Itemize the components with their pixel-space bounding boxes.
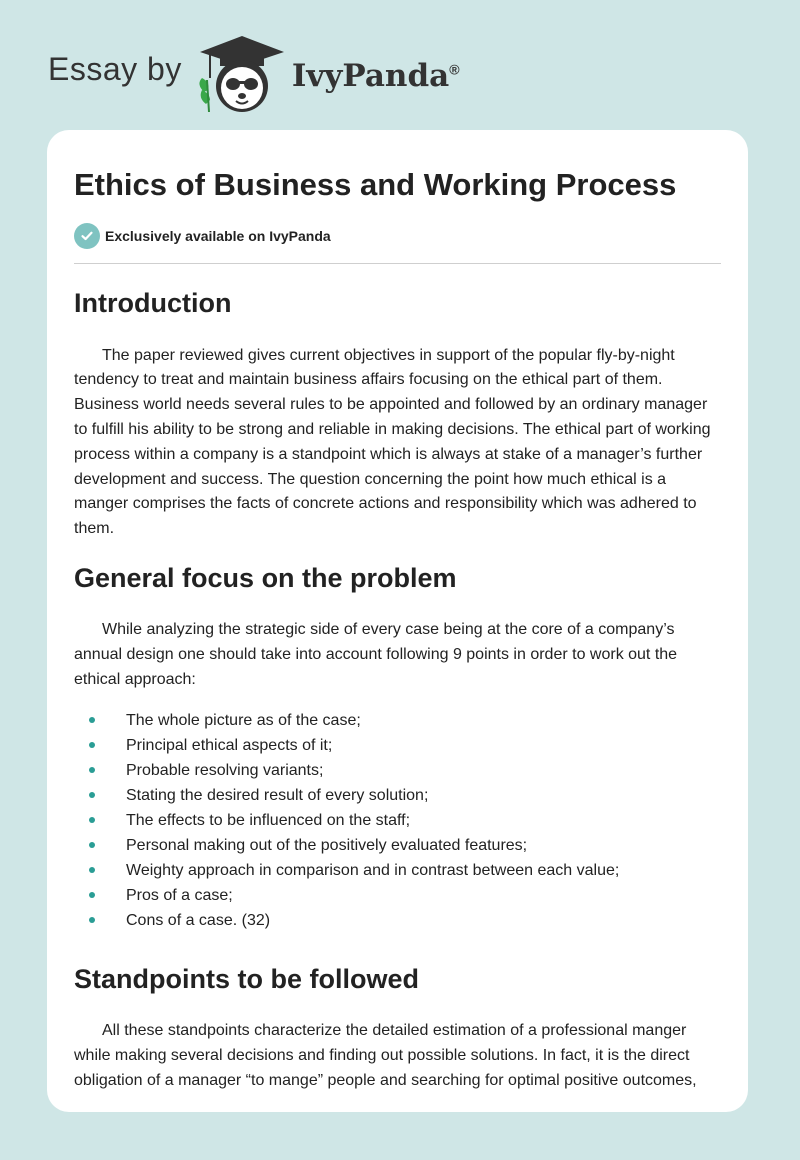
bullet-icon: [89, 892, 95, 898]
list-item: Stating the desired result of every solution;: [74, 783, 721, 808]
list-item: Probable resolving variants;: [74, 758, 721, 783]
section-introduction: [74, 287, 721, 542]
list-item: The effects to be influenced on the staff;: [74, 808, 721, 833]
section-paragraph: The paper reviewed gives current objectives in support of the popular fly-by-night tendency to treat and maintain business affairs focusing on the ethical part of them. Business world needs several rules to be appointed and followed by an ordinary manager to fulfill his ability to be strong and reliable in making decisions. The ethical part of working process within a company is a standpoint which is always at stake of a manager’s further development and success. The question concerning the point how much ethical is a manger comprises the facts of concrete actions and responsibility which was adhered to them.: [74, 346, 711, 538]
panda-logo-icon: [196, 34, 288, 114]
brand-name: IvyPanda®: [291, 58, 460, 94]
exclusive-badge: [74, 223, 721, 249]
section-general-focus: [74, 562, 721, 933]
bullet-icon: [89, 917, 95, 923]
points-list: [74, 708, 721, 933]
list-item: Principal ethical aspects of it;: [74, 733, 721, 758]
section-heading: General focus on the problem: [74, 562, 457, 593]
section-heading: Introduction: [74, 288, 232, 319]
list-item: Weighty approach in comparison and in contrast between each value;: [74, 858, 721, 883]
section-heading: Standpoints to be followed: [74, 963, 419, 994]
essay-card: [47, 130, 748, 1112]
essay-title: Ethics of Business and Working Process: [74, 167, 677, 202]
list-item: The whole picture as of the case;: [74, 708, 721, 733]
bullet-icon: [89, 792, 95, 798]
section-standpoints: [74, 963, 721, 1094]
divider: [74, 263, 721, 264]
list-item: Pros of a case;: [74, 883, 721, 908]
section-paragraph: While analyzing the strategic side of every case being at the core of a company’s annual design one should take into account following 9 points in order to work out the ethical approach:: [74, 621, 678, 688]
bullet-icon: [89, 842, 95, 848]
bullet-icon: [89, 867, 95, 873]
site-brand[interactable]: [48, 34, 460, 114]
check-icon: [74, 223, 100, 249]
bullet-icon: [89, 742, 95, 748]
exclusive-badge-text: Exclusively available on IvyPanda: [105, 228, 331, 245]
section-paragraph: All these standpoints characterize the detailed estimation of a professional manger while making several decisions and finding out possible solutions. In fact, it is the direct obligation of a manager “to mange” people and searching for optimal positive outcomes,: [74, 1022, 697, 1089]
list-item: Cons of a case. (32): [74, 908, 721, 933]
brand-prefix: Essay by: [48, 50, 182, 87]
bullet-icon: [89, 717, 95, 723]
bullet-icon: [89, 767, 95, 773]
bullet-icon: [89, 817, 95, 823]
list-item: Personal making out of the positively evaluated features;: [74, 833, 721, 858]
